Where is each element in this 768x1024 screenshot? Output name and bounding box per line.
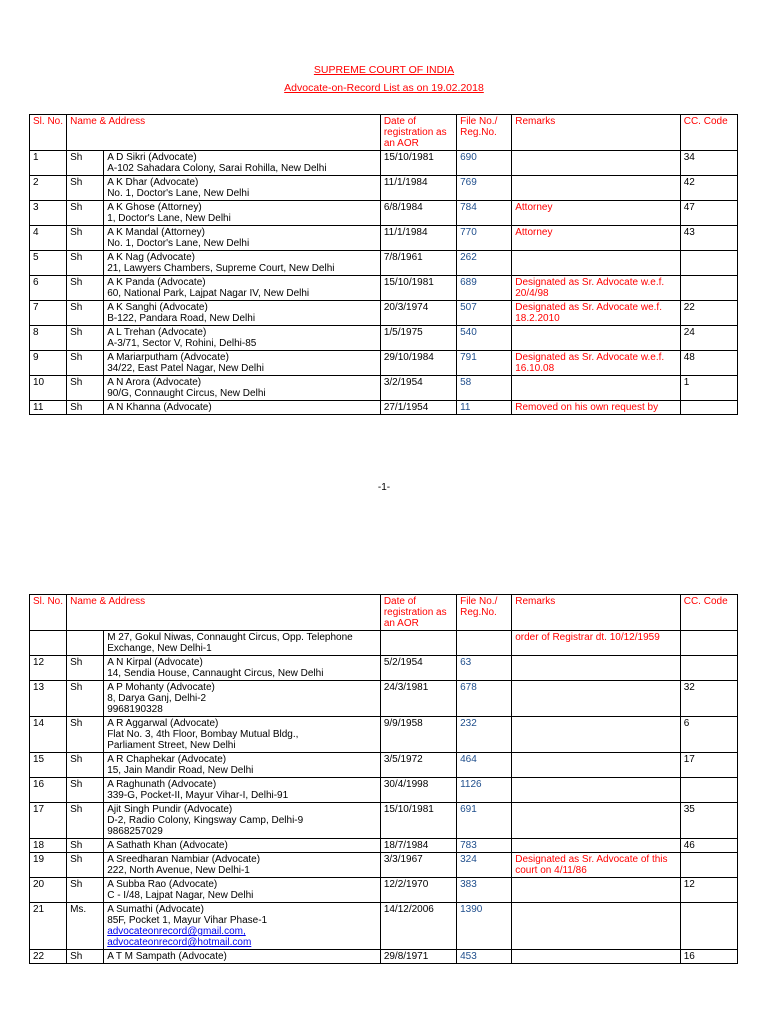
name-address-cell: [104, 631, 381, 656]
title-cell: Sh: [67, 276, 104, 301]
table-row: [30, 803, 738, 839]
aor-table-body: [30, 115, 738, 415]
name-address-cell: [104, 853, 381, 878]
header-sl-no: Sl. No.: [30, 115, 67, 151]
advocate-name: A R Aggarwal (Advocate): [107, 718, 219, 729]
cc-code-cell: 6: [680, 717, 737, 753]
file-no-cell: 540: [457, 326, 512, 351]
advocate-name: A N Arora (Advocate): [107, 377, 202, 388]
remarks-cell: Designated as Sr. Advocate w.e.f. 20/4/98: [512, 276, 681, 301]
page-number: -1-: [377, 482, 391, 493]
advocate-name: A Sathath Khan (Advocate): [107, 840, 228, 851]
cc-code-cell: 24: [680, 326, 737, 351]
title-cell: Ms.: [67, 903, 104, 950]
address-line: 60, National Park, Lajpat Nagar IV, New Delhi: [107, 288, 310, 299]
header-remarks: Remarks: [512, 115, 681, 151]
cc-code-cell: [680, 631, 737, 656]
advocate-name: A Sumathi (Advocate): [107, 904, 204, 915]
remarks-cell: Attorney: [512, 201, 681, 226]
header-file-no: File No./ Reg.No.: [457, 115, 512, 151]
sl-no-cell: 12: [30, 656, 67, 681]
cc-code-cell: 42: [680, 176, 737, 201]
sl-no-cell: 22: [30, 950, 67, 964]
remarks-cell: order of Registrar dt. 10/12/1959: [512, 631, 681, 656]
advocate-name: A K Sanghi (Advocate): [107, 302, 208, 313]
file-no-cell: 691: [457, 803, 512, 839]
advocate-name: A K Mandal (Attorney): [107, 227, 206, 238]
table-row: [30, 717, 738, 753]
name-address-cell: [104, 176, 381, 201]
remarks-cell: [512, 839, 681, 853]
header-sl-no: Sl. No.: [30, 595, 67, 631]
title-cell: Sh: [67, 251, 104, 276]
advocate-name: A K Panda (Advocate): [107, 277, 206, 288]
email-link[interactable]: advocateonrecord@hotmail.com: [107, 937, 252, 948]
file-no-cell: 770: [457, 226, 512, 251]
remarks-cell: Designated as Sr. Advocate of this court on 4/11/86: [512, 853, 681, 878]
name-address-cell: [104, 681, 381, 717]
address-line: 90/G, Connaught Circus, New Delhi: [107, 388, 266, 399]
advocate-name: A Sreedharan Nambiar (Advocate): [107, 854, 261, 865]
registration-date-cell: 6/8/1984: [380, 201, 456, 226]
table-row: [30, 401, 738, 415]
remarks-cell: [512, 251, 681, 276]
name-address-cell: [104, 656, 381, 681]
address-line: 15, Jain Mandir Road, New Delhi: [107, 765, 254, 776]
name-address-cell: [104, 950, 381, 964]
address-line: B-122, Pandara Road, New Delhi: [107, 313, 256, 324]
table-row: [30, 950, 738, 964]
address-line: Flat No. 3, 4th Floor, Bombay Mutual Bldg.,: [107, 729, 299, 740]
remarks-cell: [512, 778, 681, 803]
registration-date-cell: 15/10/1981: [380, 276, 456, 301]
name-address-cell: [104, 376, 381, 401]
table-row: [30, 226, 738, 251]
address-line: 85F, Pocket 1, Mayur Vihar Phase-1: [107, 915, 268, 926]
table-row: [30, 878, 738, 903]
table-row: [30, 301, 738, 326]
file-no-cell: 58: [457, 376, 512, 401]
file-no-cell: 678: [457, 681, 512, 717]
remarks-cell: [512, 376, 681, 401]
cc-code-cell: 46: [680, 839, 737, 853]
table-row: [30, 853, 738, 878]
remarks-cell: Attorney: [512, 226, 681, 251]
file-no-cell: 262: [457, 251, 512, 276]
header-name-address: Name & Address: [67, 595, 381, 631]
advocate-name: A N Khanna (Advocate): [107, 402, 212, 413]
cc-code-cell: [680, 251, 737, 276]
address-line: No. 1, Doctor's Lane, New Delhi: [107, 188, 250, 199]
email-link[interactable]: advocateonrecord@gmail.com,: [107, 926, 246, 937]
advocate-name: A K Ghose (Attorney): [107, 202, 202, 213]
file-no-cell: 232: [457, 717, 512, 753]
address-line: 1, Doctor's Lane, New Delhi: [107, 213, 231, 224]
registration-date-cell: 3/3/1967: [380, 853, 456, 878]
sl-no-cell: [30, 631, 67, 656]
title-cell: Sh: [67, 401, 104, 415]
address-line: 8, Darya Ganj, Delhi-2: [107, 693, 207, 704]
header-cc-code: CC. Code: [680, 595, 737, 631]
title-cell: Sh: [67, 717, 104, 753]
cc-code-cell: [680, 853, 737, 878]
title-cell: [67, 631, 104, 656]
address-line: A-3/71, Sector V, Rohini, Delhi-85: [107, 338, 257, 349]
title-cell: Sh: [67, 351, 104, 376]
registration-date-cell: 29/10/1984: [380, 351, 456, 376]
title-cell: Sh: [67, 326, 104, 351]
sl-no-cell: 3: [30, 201, 67, 226]
cc-code-cell: [680, 903, 737, 950]
file-no-cell: 690: [457, 151, 512, 176]
address-line: 9968190328: [107, 704, 163, 715]
cc-code-cell: 48: [680, 351, 737, 376]
file-no-cell: 769: [457, 176, 512, 201]
file-no-cell: 464: [457, 753, 512, 778]
file-no-cell: 324: [457, 853, 512, 878]
address-line: M 27, Gokul Niwas, Connaught Circus, Opp. Telephone Exchange, New Delhi-1: [107, 632, 353, 654]
registration-date-cell: 20/3/1974: [380, 301, 456, 326]
sl-no-cell: 8: [30, 326, 67, 351]
header-file-no: File No./ Reg.No.: [457, 595, 512, 631]
title-cell: Sh: [67, 201, 104, 226]
table-row: [30, 376, 738, 401]
address-line: D-2, Radio Colony, Kingsway Camp, Delhi-9: [107, 815, 304, 826]
cc-code-cell: [680, 276, 737, 301]
header-remarks: Remarks: [512, 595, 681, 631]
address-line: No. 1, Doctor's Lane, New Delhi: [107, 238, 250, 249]
title-cell: Sh: [67, 950, 104, 964]
advocate-name: A P Mohanty (Advocate): [107, 682, 215, 693]
advocate-name: A D Sikri (Advocate): [107, 152, 197, 163]
remarks-cell: Removed on his own request by: [512, 401, 681, 415]
address-line: 34/22, East Patel Nagar, New Delhi: [107, 363, 264, 374]
registration-date-cell: 11/1/1984: [380, 176, 456, 201]
table-row: [30, 176, 738, 201]
cc-code-cell: 22: [680, 301, 737, 326]
cc-code-cell: 1: [680, 376, 737, 401]
address-line: 14, Sendia House, Cannaught Circus, New Delhi: [107, 668, 324, 679]
file-no-cell: 1126: [457, 778, 512, 803]
sl-no-cell: 14: [30, 717, 67, 753]
table-row: [30, 778, 738, 803]
advocate-name: Ajit Singh Pundir (Advocate): [107, 804, 233, 815]
title-cell: Sh: [67, 778, 104, 803]
remarks-cell: [512, 803, 681, 839]
file-no-cell: 1390: [457, 903, 512, 950]
file-no-cell: 783: [457, 839, 512, 853]
cc-code-cell: [680, 401, 737, 415]
cc-code-cell: [680, 656, 737, 681]
name-address-cell: [104, 903, 381, 950]
remarks-cell: [512, 656, 681, 681]
name-address-cell: [104, 226, 381, 251]
sl-no-cell: 5: [30, 251, 67, 276]
table-row: [30, 839, 738, 853]
advocate-name: A N Kirpal (Advocate): [107, 657, 203, 668]
remarks-cell: Designated as Sr. Advocate we.f. 18.2.2010: [512, 301, 681, 326]
remarks-cell: [512, 326, 681, 351]
advocate-name: A L Trehan (Advocate): [107, 327, 207, 338]
remarks-cell: [512, 903, 681, 950]
title-cell: Sh: [67, 853, 104, 878]
table-row: [30, 681, 738, 717]
sl-no-cell: 9: [30, 351, 67, 376]
cc-code-cell: 35: [680, 803, 737, 839]
file-no-cell: 507: [457, 301, 512, 326]
sl-no-cell: 19: [30, 853, 67, 878]
name-address-cell: [104, 351, 381, 376]
cc-code-cell: 43: [680, 226, 737, 251]
aor-table-body: [30, 595, 738, 964]
remarks-cell: [512, 717, 681, 753]
name-address-cell: [104, 201, 381, 226]
file-no-cell: 383: [457, 878, 512, 903]
registration-date-cell: 30/4/1998: [380, 778, 456, 803]
registration-date-cell: [380, 631, 456, 656]
remarks-cell: [512, 681, 681, 717]
remarks-cell: [512, 151, 681, 176]
title-cell: Sh: [67, 226, 104, 251]
registration-date-cell: 1/5/1975: [380, 326, 456, 351]
aor-table-page-2: [29, 594, 738, 964]
remarks-cell: [512, 753, 681, 778]
cc-code-cell: 12: [680, 878, 737, 903]
sl-no-cell: 15: [30, 753, 67, 778]
address-line: 21, Lawyers Chambers, Supreme Court, New Delhi: [107, 263, 335, 274]
sl-no-cell: 7: [30, 301, 67, 326]
cc-code-cell: 47: [680, 201, 737, 226]
sl-no-cell: 2: [30, 176, 67, 201]
file-no-cell: 689: [457, 276, 512, 301]
address-line: Parliament Street, New Delhi: [107, 740, 236, 751]
registration-date-cell: 14/12/2006: [380, 903, 456, 950]
advocate-name: A K Dhar (Advocate): [107, 177, 199, 188]
name-address-cell: [104, 326, 381, 351]
title-cell: Sh: [67, 376, 104, 401]
header-date: Date of registration as an AOR: [380, 115, 456, 151]
cc-code-cell: 32: [680, 681, 737, 717]
name-address-cell: [104, 151, 381, 176]
address-line: 9868257029: [107, 826, 163, 837]
court-title: SUPREME COURT OF INDIA: [313, 64, 455, 76]
registration-date-cell: 29/8/1971: [380, 950, 456, 964]
sl-no-cell: 11: [30, 401, 67, 415]
remarks-cell: Designated as Sr. Advocate w.e.f. 16.10.08: [512, 351, 681, 376]
header-cc-code: CC. Code: [680, 115, 737, 151]
sl-no-cell: 10: [30, 376, 67, 401]
table-row: [30, 326, 738, 351]
page-2: [0, 560, 768, 1024]
list-title: Advocate-on-Record List as on 19.02.2018: [284, 82, 484, 94]
table-header-row: [30, 115, 738, 151]
registration-date-cell: 12/2/1970: [380, 878, 456, 903]
cc-code-cell: 16: [680, 950, 737, 964]
name-address-cell: [104, 753, 381, 778]
file-no-cell: 453: [457, 950, 512, 964]
header-name-address: Name & Address: [67, 115, 381, 151]
remarks-cell: [512, 950, 681, 964]
table-row: [30, 276, 738, 301]
title-cell: Sh: [67, 176, 104, 201]
name-address-cell: [104, 301, 381, 326]
registration-date-cell: 15/10/1981: [380, 803, 456, 839]
advocate-name: A Raghunath (Advocate): [107, 779, 217, 790]
title-cell: Sh: [67, 753, 104, 778]
registration-date-cell: 5/2/1954: [380, 656, 456, 681]
cc-code-cell: 17: [680, 753, 737, 778]
cc-code-cell: 34: [680, 151, 737, 176]
registration-date-cell: 9/9/1958: [380, 717, 456, 753]
advocate-name: A T M Sampath (Advocate): [107, 951, 227, 962]
registration-date-cell: 7/8/1961: [380, 251, 456, 276]
sl-no-cell: 4: [30, 226, 67, 251]
registration-date-cell: 11/1/1984: [380, 226, 456, 251]
title-cell: Sh: [67, 803, 104, 839]
remarks-cell: [512, 878, 681, 903]
registration-date-cell: 18/7/1984: [380, 839, 456, 853]
cc-code-cell: [680, 778, 737, 803]
address-line: C - I/48, Lajpat Nagar, New Delhi: [107, 890, 254, 901]
table-row: [30, 201, 738, 226]
title-cell: Sh: [67, 656, 104, 681]
file-no-cell: [457, 631, 512, 656]
title-cell: Sh: [67, 301, 104, 326]
title-cell: Sh: [67, 839, 104, 853]
address-line: 339-G, Pocket-II, Mayur Vihar-I, Delhi-91: [107, 790, 289, 801]
advocate-name: A Mariarputham (Advocate): [107, 352, 229, 363]
registration-date-cell: 15/10/1981: [380, 151, 456, 176]
table-row: [30, 351, 738, 376]
sl-no-cell: 18: [30, 839, 67, 853]
name-address-cell: [104, 251, 381, 276]
table-header-row: [30, 595, 738, 631]
name-address-cell: [104, 839, 381, 853]
sl-no-cell: 1: [30, 151, 67, 176]
table-row: [30, 151, 738, 176]
header-date: Date of registration as an AOR: [380, 595, 456, 631]
name-address-cell: [104, 878, 381, 903]
advocate-name: A K Nag (Advocate): [107, 252, 196, 263]
file-no-cell: 791: [457, 351, 512, 376]
address-line: 222, North Avenue, New Delhi-1: [107, 865, 250, 876]
name-address-cell: [104, 717, 381, 753]
sl-no-cell: 16: [30, 778, 67, 803]
registration-date-cell: 3/2/1954: [380, 376, 456, 401]
sl-no-cell: 17: [30, 803, 67, 839]
table-row: [30, 903, 738, 950]
registration-date-cell: 3/5/1972: [380, 753, 456, 778]
remarks-cell: [512, 176, 681, 201]
registration-date-cell: 24/3/1981: [380, 681, 456, 717]
file-no-cell: 11: [457, 401, 512, 415]
table-row: [30, 631, 738, 656]
table-row: [30, 753, 738, 778]
advocate-name: A Subba Rao (Advocate): [107, 879, 218, 890]
title-cell: Sh: [67, 878, 104, 903]
table-row: [30, 656, 738, 681]
address-line: A-102 Sahadara Colony, Sarai Rohilla, New Delhi: [107, 163, 327, 174]
title-cell: Sh: [67, 151, 104, 176]
title-cell: Sh: [67, 681, 104, 717]
name-address-cell: [104, 276, 381, 301]
registration-date-cell: 27/1/1954: [380, 401, 456, 415]
aor-table-page-1: [29, 114, 738, 415]
sl-no-cell: 21: [30, 903, 67, 950]
advocate-name: A R Chaphekar (Advocate): [107, 754, 227, 765]
name-address-cell: [104, 778, 381, 803]
name-address-cell: [104, 401, 381, 415]
sl-no-cell: 6: [30, 276, 67, 301]
sl-no-cell: 13: [30, 681, 67, 717]
name-address-cell: [104, 803, 381, 839]
file-no-cell: 63: [457, 656, 512, 681]
file-no-cell: 784: [457, 201, 512, 226]
sl-no-cell: 20: [30, 878, 67, 903]
table-row: [30, 251, 738, 276]
